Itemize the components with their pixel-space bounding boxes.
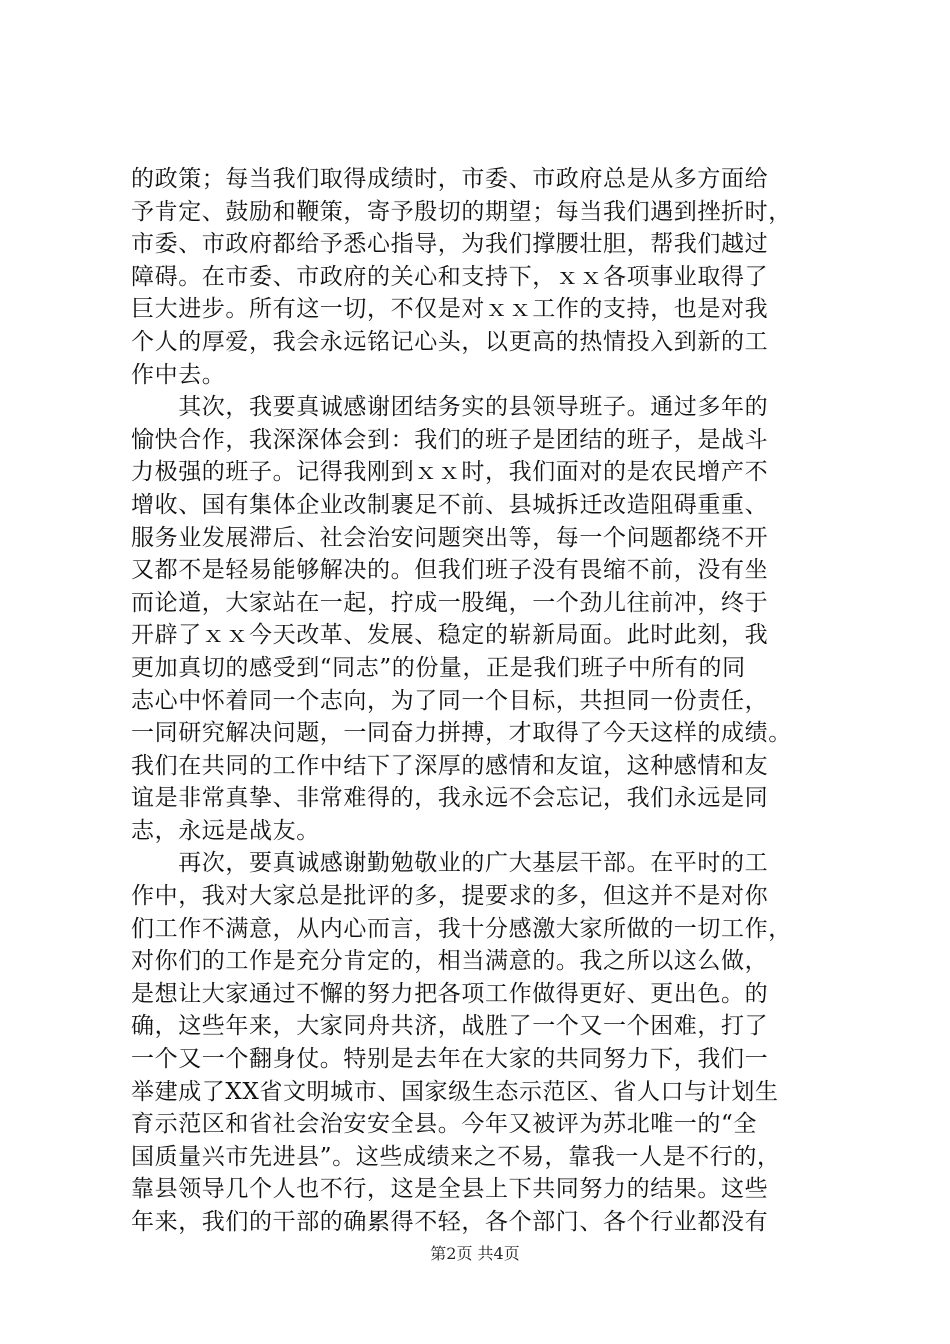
text-line: 作中，我对大家总是批评的多，提要求的多，但这并不是对你 <box>131 883 769 910</box>
text-line: 的政策；每当我们取得成绩时，市委、市政府总是从多方面给 <box>131 166 769 192</box>
text-line: 而论道，大家站在一起，拧成一股绳，一个劲儿往前冲，终于 <box>131 589 769 616</box>
text-line: 开辟了ｘｘ今天改革、发展、稳定的崭新局面。此时此刻，我 <box>131 622 769 649</box>
text-line: 愉快合作，我深深体会到：我们的班子是团结的班子，是战斗 <box>131 426 769 453</box>
text-line: 志，永远是战友。 <box>131 817 320 844</box>
text-line: 是想让大家通过不懈的努力把各项工作做得更好、更出色。的 <box>131 980 769 1007</box>
text-line: 增收、国有集体企业改制裹足不前、县城拆迁改造阻碍重重、 <box>131 491 769 518</box>
text-line: 一同研究解决问题，一同奋力拼搏，才取得了今天这样的成绩。 <box>131 720 792 747</box>
text-line: 靠县领导几个人也不行，这是全县上下共同努力的结果。这些 <box>131 1176 769 1203</box>
text-line: 个人的厚爱，我会永远铭记心头，以更高的热情投入到新的工 <box>131 328 769 355</box>
text-line: 一个又一个翻身仗。特别是去年在大家的共同努力下，我们一 <box>131 1046 769 1073</box>
text-line: 国质量兴市先进县”。这些成绩来之不易，靠我一人是不行的， <box>131 1143 781 1170</box>
text-line: 志心中怀着同一个志向，为了同一个目标，共担同一份责任， <box>131 687 769 714</box>
text-line: 障碍。在市委、市政府的关心和支持下，ｘｘ各项事业取得了 <box>131 263 769 290</box>
text-line: 予肯定、鼓励和鞭策，寄予殷切的期望；每当我们遇到挫折时， <box>131 198 792 225</box>
text-line: 又都不是轻易能够解决的。但我们班子没有畏缩不前，没有坐 <box>131 557 769 584</box>
text-line: 育示范区和省社会治安安全县。今年又被评为苏北唯一的“全 <box>131 1111 757 1138</box>
text-line: 谊是非常真挚、非常难得的，我永远不会忘记，我们永远是同 <box>131 785 769 812</box>
text-line: 年来，我们的干部的确累得不轻，各个部门、各个行业都没有 <box>131 1209 769 1235</box>
text-line: 确，这些年来，大家同舟共济，战胜了一个又一个困难，打了 <box>131 1013 769 1040</box>
text-line: 对你们的工作是充分肯定的，相当满意的。我之所以这么做， <box>131 948 769 975</box>
text-line: 服务业发展滞后、社会治安问题突出等，每一个问题都绕不开 <box>131 524 769 551</box>
body-text <box>131 163 831 1239</box>
text-line: 作中去。 <box>131 361 226 388</box>
page-footer: 第2页 共4页 <box>430 1244 520 1263</box>
text-line: 们工作不满意，从内心而言，我十分感激大家所做的一切工作， <box>131 915 792 942</box>
text-line: 再次，要真诚感谢勤勉敬业的广大基层干部。在平时的工 <box>131 850 769 877</box>
text-line: 市委、市政府都给予悉心指导，为我们撑腰壮胆，帮我们越过 <box>131 231 769 258</box>
text-line: 举建成了XX省文明城市、国家级生态示范区、省人口与计划生 <box>131 1078 779 1105</box>
text-line: 巨大进步。所有这一切，不仅是对ｘｘ工作的支持，也是对我 <box>131 296 769 323</box>
text-line: 我们在共同的工作中结下了深厚的感情和友谊，这种感情和友 <box>131 752 769 779</box>
text-line: 其次，我要真诚感谢团结务实的县领导班子。通过多年的 <box>131 394 769 421</box>
text-line: 力极强的班子。记得我刚到ｘｘ时，我们面对的是农民增产不 <box>131 459 769 486</box>
text-line: 更加真切的感受到“同志”的份量，正是我们班子中所有的同 <box>131 654 746 681</box>
